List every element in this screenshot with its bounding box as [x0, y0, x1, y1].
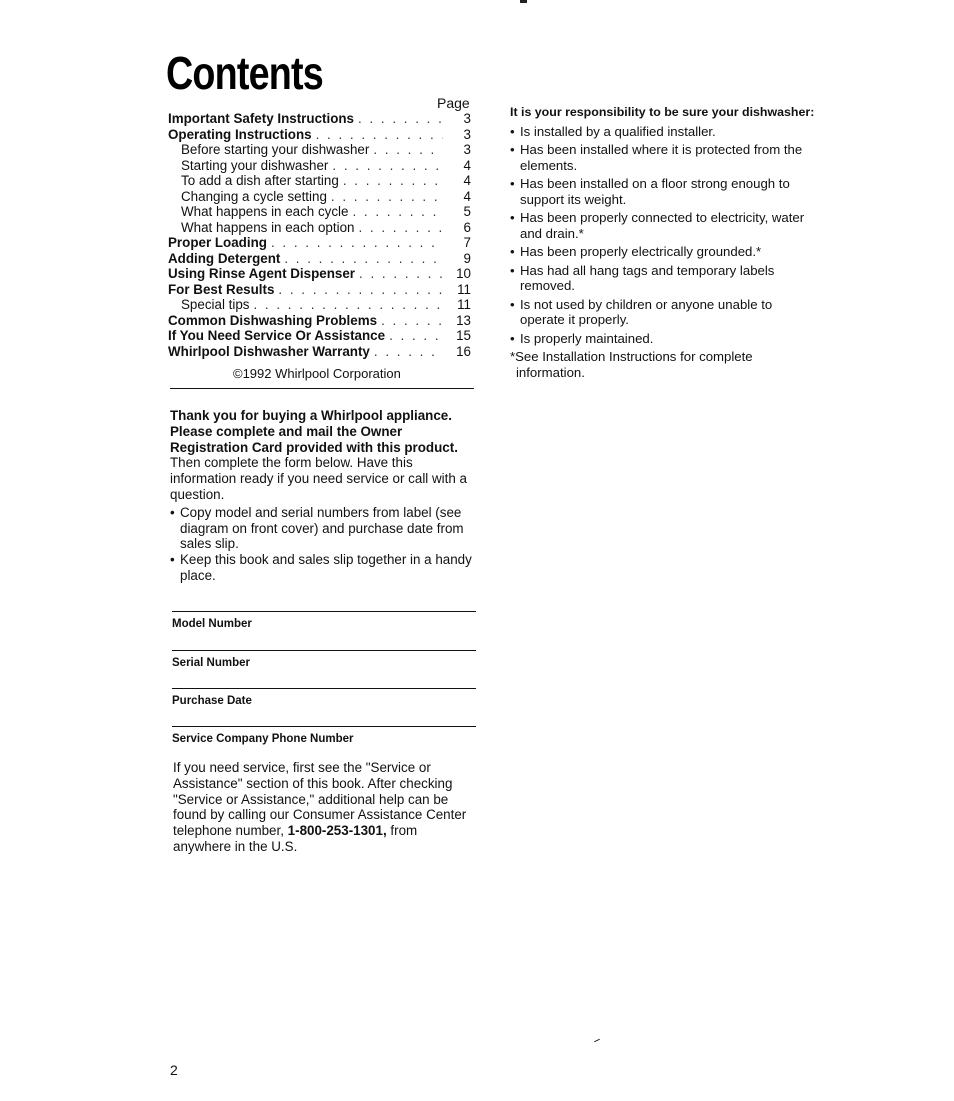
list-item: • Has been properly electrically grounded.* [510, 244, 820, 260]
list-item: • Is properly maintained. [510, 331, 820, 347]
list-item: • Has been installed on a floor strong enough to support its weight. [510, 176, 820, 207]
toc-entry-label: Before starting your dishwasher [181, 142, 370, 157]
phone-number: 1-800-253-1301, [287, 823, 387, 839]
field-label: Model Number [172, 618, 252, 630]
thank-you-section [170, 408, 480, 584]
service-phone-field[interactable] [172, 726, 476, 745]
toc-entry-page: 5 [463, 204, 471, 219]
responsibility-heading: It is your responsibility to be sure your dishwasher: [510, 105, 815, 119]
list-item: • Has been installed where it is protected from the elements. [510, 142, 820, 173]
toc-leader-dots [253, 297, 443, 312]
toc-leader-dots [271, 235, 443, 250]
purchase-date-field[interactable] [172, 688, 476, 707]
toc-entry-label: Changing a cycle setting [181, 188, 327, 204]
toc-entry-label: Whirlpool Dishwasher Warranty [168, 343, 370, 359]
toc-entry-page: 7 [463, 235, 471, 250]
list-item: • Is installed by a qualified installer. [510, 124, 820, 140]
list-item: • Is not used by children or anyone unable to operate it properly. [510, 297, 820, 328]
toc-entry-label: Proper Loading [168, 235, 267, 250]
service-text: If you need service, first see the "Service or Assistance" section of this book. After checking "Service or Assistance," additional help can be found by calling our Consumer Assistance Center telephone number, [173, 760, 467, 839]
list-item: • Has had all hang tags and temporary labels removed. [510, 263, 820, 294]
toc-entry-page: 3 [463, 126, 471, 142]
toc-entry[interactable] [168, 111, 473, 127]
toc-leader-dots [381, 313, 443, 328]
toc-entry-page: 13 [456, 312, 471, 328]
toc-leader-dots [373, 142, 443, 157]
toc-leader-dots [359, 266, 443, 281]
toc-entry[interactable] [168, 158, 473, 174]
toc-entry[interactable] [168, 344, 473, 360]
toc-entry-page: 4 [463, 173, 471, 188]
toc-entry-page: 10 [456, 266, 471, 281]
page-title: Contents [166, 47, 323, 99]
table-of-contents [168, 111, 473, 359]
footnote: *See Installation Instructions for complete information. [510, 349, 753, 380]
toc-entry-page: 4 [463, 188, 471, 204]
toc-leader-dots [374, 344, 443, 359]
toc-entry[interactable] [168, 173, 473, 189]
toc-entry[interactable] [168, 235, 473, 251]
toc-entry[interactable] [168, 297, 473, 313]
fill-in-line [172, 650, 476, 657]
toc-leader-dots [332, 158, 443, 173]
list-item: • Has been properly connected to electricity, water and drain.* [510, 210, 820, 241]
responsibility-section [510, 105, 820, 380]
toc-entry-label: What happens in each option [181, 219, 355, 235]
registration-request: Thank you for buying a Whirlpool appliance. Please complete and mail the Owner Registration Card provided with this product. [170, 408, 458, 455]
fill-in-line [172, 688, 476, 695]
model-number-field[interactable] [172, 611, 476, 630]
toc-entry-page: 4 [463, 157, 471, 173]
toc-entry-page: 3 [463, 142, 471, 157]
toc-entry-label: Operating Instructions [168, 126, 312, 142]
toc-entry-label: Important Safety Instructions [168, 111, 355, 126]
fill-in-line [172, 726, 476, 733]
toc-leader-dots [316, 127, 443, 142]
toc-entry[interactable] [168, 127, 473, 143]
copyright-notice: ©1992 Whirlpool Corporation [233, 366, 401, 381]
toc-entry-label: Adding Detergent [168, 250, 281, 266]
toc-entry[interactable] [168, 313, 473, 329]
toc-entry[interactable] [168, 251, 473, 267]
toc-entry-label: Special tips [181, 297, 250, 312]
toc-leader-dots [352, 204, 443, 219]
toc-entry-page: 3 [463, 111, 471, 126]
form-instructions: Then complete the form below. Have this information ready if you need service or call with a question. [170, 455, 467, 502]
field-label: Purchase Date [172, 695, 252, 707]
field-label: Service Company Phone Number [172, 733, 354, 745]
section-divider [170, 388, 474, 389]
toc-entry-label: What happens in each cycle [181, 204, 349, 219]
fill-in-line [172, 611, 476, 618]
toc-leader-dots [358, 220, 443, 235]
scan-mark [594, 1039, 600, 1042]
toc-leader-dots [284, 251, 443, 266]
toc-entry-page: 16 [456, 343, 471, 359]
toc-entry-page: 15 [456, 328, 471, 343]
toc-entry-page: 11 [457, 297, 471, 312]
toc-entry-page: 6 [463, 219, 471, 235]
toc-leader-dots [389, 328, 443, 343]
toc-entry-label: Using Rinse Agent Dispenser [168, 266, 356, 281]
toc-entry[interactable] [168, 282, 473, 298]
toc-entry[interactable] [168, 328, 473, 344]
service-info [173, 760, 473, 855]
toc-entry-label: To add a dish after starting [181, 173, 339, 188]
toc-entry[interactable] [168, 220, 473, 236]
toc-page-header: Page [437, 95, 470, 111]
toc-leader-dots [331, 189, 443, 204]
toc-entry-label: If You Need Service Or Assistance [168, 328, 386, 343]
toc-entry[interactable] [168, 204, 473, 220]
toc-entry[interactable] [168, 189, 473, 205]
scan-mark [520, 0, 527, 3]
toc-entry-label: Common Dishwashing Problems [168, 312, 378, 328]
list-item: • Copy model and serial numbers from label (see diagram on front cover) and purchase date from sales slip. [170, 505, 480, 552]
instruction-list [170, 505, 480, 584]
toc-leader-dots [343, 173, 443, 188]
page-number: 2 [170, 1062, 178, 1078]
toc-leader-dots [358, 111, 443, 126]
toc-entry-page: 11 [457, 281, 471, 297]
toc-leader-dots [278, 282, 443, 297]
field-label: Serial Number [172, 657, 250, 669]
serial-number-field[interactable] [172, 650, 476, 669]
toc-entry-label: For Best Results [168, 281, 275, 297]
toc-entry[interactable] [168, 142, 473, 158]
responsibility-list [510, 124, 820, 347]
toc-entry[interactable] [168, 266, 473, 282]
service-text-end: from anywhere in the U.S. [173, 823, 418, 854]
toc-entry-label: Starting your dishwasher [181, 157, 329, 173]
toc-entry-page: 9 [463, 250, 471, 266]
list-item: • Keep this book and sales slip together in a handy place. [170, 552, 480, 584]
